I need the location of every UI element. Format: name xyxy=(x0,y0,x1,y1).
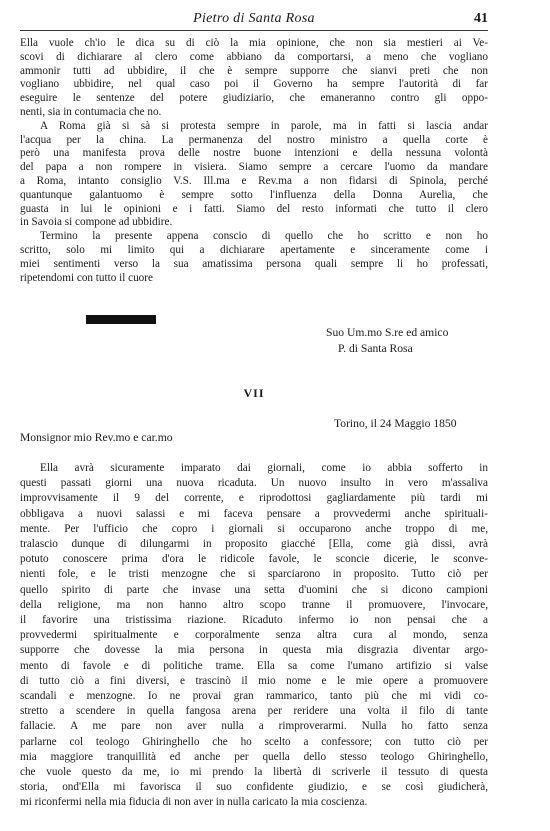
text-line: ripetendomi con tutto il cuore xyxy=(20,271,153,284)
text-line: di tutto ciò a fini diversi, e trascinò il mio nome e le mie opere a promuovere xyxy=(20,674,488,687)
closing-signature-line2: P. di Santa Rosa xyxy=(338,342,413,355)
paragraph xyxy=(20,461,488,811)
redacted-mark xyxy=(86,312,168,328)
text-line: vogliano ubbidire, nel qual caso poi il Governo ha sempre l'autorità di far xyxy=(20,78,488,91)
text-line: A Roma già si sà si protesta sempre in parole, ma in fatti si lascia andar xyxy=(40,119,488,132)
page-number: 41 xyxy=(474,11,488,26)
document-page xyxy=(20,10,488,31)
text-line: l'acqua per la china. La permanenza del nostro ministro a quella corte è xyxy=(20,133,488,146)
letter-end-text xyxy=(20,37,488,285)
text-line: stretto a scendere in quella fangosa arena per reridere una volta il filo di tante xyxy=(20,705,488,718)
text-line: del papa a non rompere in visiera. Siamo sempre a cercare l'uomo da mandare xyxy=(20,161,488,174)
text-line: mi riconfermi nella mia fiducia di non aver in nulla caricato la mia coscienza. xyxy=(20,796,368,809)
text-line: Ella avrà sicuramente imparato dai giornali, come io abbia sofferto in xyxy=(40,462,488,474)
paragraph xyxy=(20,120,488,230)
redaction-bar xyxy=(86,315,156,324)
paragraph xyxy=(20,37,488,120)
chapter-number: VII xyxy=(243,386,265,400)
text-line: fallacie. A me pare non aver nulla a rimproverarmi. Nulla ho fatto senza xyxy=(20,720,488,733)
text-line: mente. Per l'ufficio che copro i giornali si occuparono anche troppo di me, xyxy=(20,522,488,535)
running-title: Pietro di Santa Rosa xyxy=(193,11,315,26)
salutation: Monsignor mio Rev.mo e car.mo xyxy=(20,431,173,444)
closing-signature-line1: Suo Um.mo S.re ed amico xyxy=(326,326,449,339)
text-line: miei sentimenti verso la sua amatissima persona quali sempre li ho professati, xyxy=(20,257,488,270)
text-line: a Roma, intanto consiglio V.S. Ill.ma e Rev.ma a non fidarsi di Spinola, perché xyxy=(20,174,488,187)
text-line: questi passati giorni una nuova ricaduta. Un nuovo insulto in vero m'assaliva xyxy=(20,477,488,490)
text-line: mento di favole e di politiche trame. Ella sa come l'umano artifizio si valse xyxy=(20,659,488,672)
text-line: che vuole questo da me, io mi prendo la libertà di scriverle il tessuto di questa xyxy=(20,766,488,779)
text-line: quantunque galantuomo è sempre sotto l'influenza della Donna Aurelia, che xyxy=(20,188,488,201)
text-line: provvedermi spiritualmente e corporalmente senza altra cura al mondo, senza xyxy=(20,629,488,642)
text-line: nenti, sia in contumacia che no. xyxy=(20,105,162,118)
text-line: mia maggiore tranquillità ed anche per quella dello stesso teologo Ghiringhello, xyxy=(20,750,488,763)
text-line: potuto conoscere prima d'ora le ridicole favole, le sconcie dicerie, le sconve- xyxy=(20,553,488,566)
text-line: scritto, solo mi limito qui a dichiarare apertamente e sinceramente come i xyxy=(20,243,488,256)
text-line: però una manifesta prova delle nostre buone intenzioni e della nessuna volontà xyxy=(20,147,488,160)
text-line: della religione, ma non hanno altro scopo tranne il promuovere, l'invocare, xyxy=(20,598,488,611)
text-line: obbligava a nuovi salassi e mi faceva pensare a provvedermi anche spirituali- xyxy=(20,507,488,520)
text-line: parlarne col teologo Ghiringhello che ho scelto a confessore; con tutto ciò per xyxy=(20,735,488,748)
text-line: il favorire una tristissima riazione. Ricaduto infermo io non pensai che a xyxy=(20,614,488,627)
text-line: scandali e menzogne. Io ne provai gran rammarico, tanto più che mi vidi co- xyxy=(20,690,488,703)
text-line: guasta in lui le opinioni e i fatti. Siamo del resto informati che tutto il clero xyxy=(20,202,488,215)
page-header xyxy=(20,10,488,31)
text-line: eseguire le sentenze del potere giudiziario, che emaneranno contro gli oppo- xyxy=(20,92,488,105)
text-line: ammonir tutti ad ubbidire, il che è sempre supporre che sianvi preti che non xyxy=(20,64,488,77)
text-line: nienti fole, e le tristi menzogne che si sparciarono in proposito. Tutto ciò per xyxy=(20,568,488,581)
text-line: in Savoia si compone ad ubbidire. xyxy=(20,216,173,229)
text-line: quello spirito di parte che invase una setta d'uomini che si dicono campioni xyxy=(20,583,488,596)
text-line: improvvisamente il 9 del corrente, e riprodottosi gagliardamente più tardi mi xyxy=(20,492,488,505)
letter-body xyxy=(20,461,488,811)
place-date: Torino, il 24 Maggio 1850 xyxy=(334,417,457,430)
text-line: supporre che dovesse la mia persona in questa mia disgrazia diventar argo- xyxy=(20,644,488,657)
paragraph xyxy=(20,230,488,285)
text-line: scovi di dichiarare al clero come abbiano da comportarsi, a meno che vogliano xyxy=(20,50,488,63)
text-line: storia, ond'Ella mi favorisca il suo confidente giudizio, e se così giudicherà, xyxy=(20,781,488,794)
text-line: tralascio dunque di dilungarmi in proposito giacché [Ella, come già dissi, avrà xyxy=(20,538,488,551)
text-line: Termino la presente appena conscio di quello che ho scritto e non ho xyxy=(40,230,488,243)
text-line: Ella vuole ch'io le dica su di ciò la mia opinione, che non sia mestieri ai Ve- xyxy=(20,37,488,49)
